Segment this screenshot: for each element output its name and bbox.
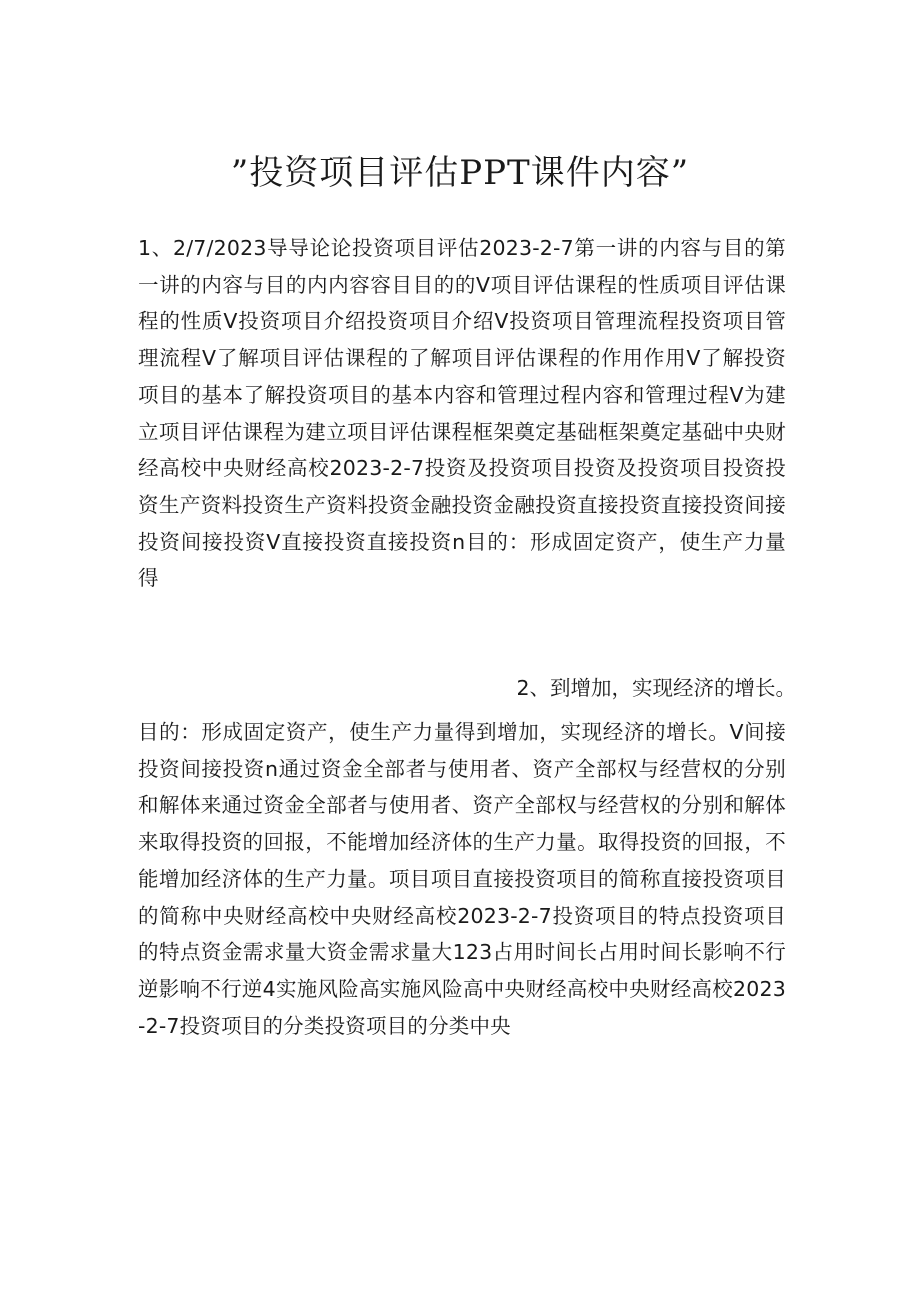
document-title: ”投资项目评估PPT课件内容”	[230, 153, 690, 193]
paragraph-2: 2、到增加，实现经济的增长。	[516, 676, 796, 700]
paragraph-1: 1、2/7/2023导导论论投资项目评估2023-2-7第一讲的内容与目的第一讲的内容与目的内内容容目目的的V项目评估课程的性质项目评估课程的性质V投资项目介绍投资项目介绍V投资项目管理流程投资项目管理流程V了解项目评估课程的了解项目评估课程的作用作用V了解投资项目的基本了解投资项目的基本内容和管理过程内容和管理过程V为建立项目评估课程为建立项目评估课程框架奠定基础框架奠定基础中央财经高校中央财经高校2023-2-7投资及投资项目投资及投资项目投资投资生产资料投资生产资料投资金融投资金融投资直接投资直接投资间接投资间接投资V直接投资直接投资n目的：形成固定资产，使生产力量得	[138, 236, 786, 591]
paragraph-3: 目的：形成固定资产，使生产力量得到增加，实现经济的增长。V间接投资间接投资n通过资金全部者与使用者、资产全部权与经营权的分别和解体来通过资金全部者与使用者、资产全部权与经营权的分别和解体来取得投资的回报，不能增加经济体的生产力量。取得投资的回报，不能增加经济体的生产力量。项目项目直接投资项目的简称直接投资项目的简称中央财经高校中央财经高校2023-2-7投资项目的特点投资项目的特点资金需求量大资金需求量大123占用时间长占用时间长影响不行逆影响不行逆4实施风险高实施风险高中央财经高校中央财经高校2023-2-7投资项目的分类投资项目的分类中央	[138, 720, 786, 1038]
